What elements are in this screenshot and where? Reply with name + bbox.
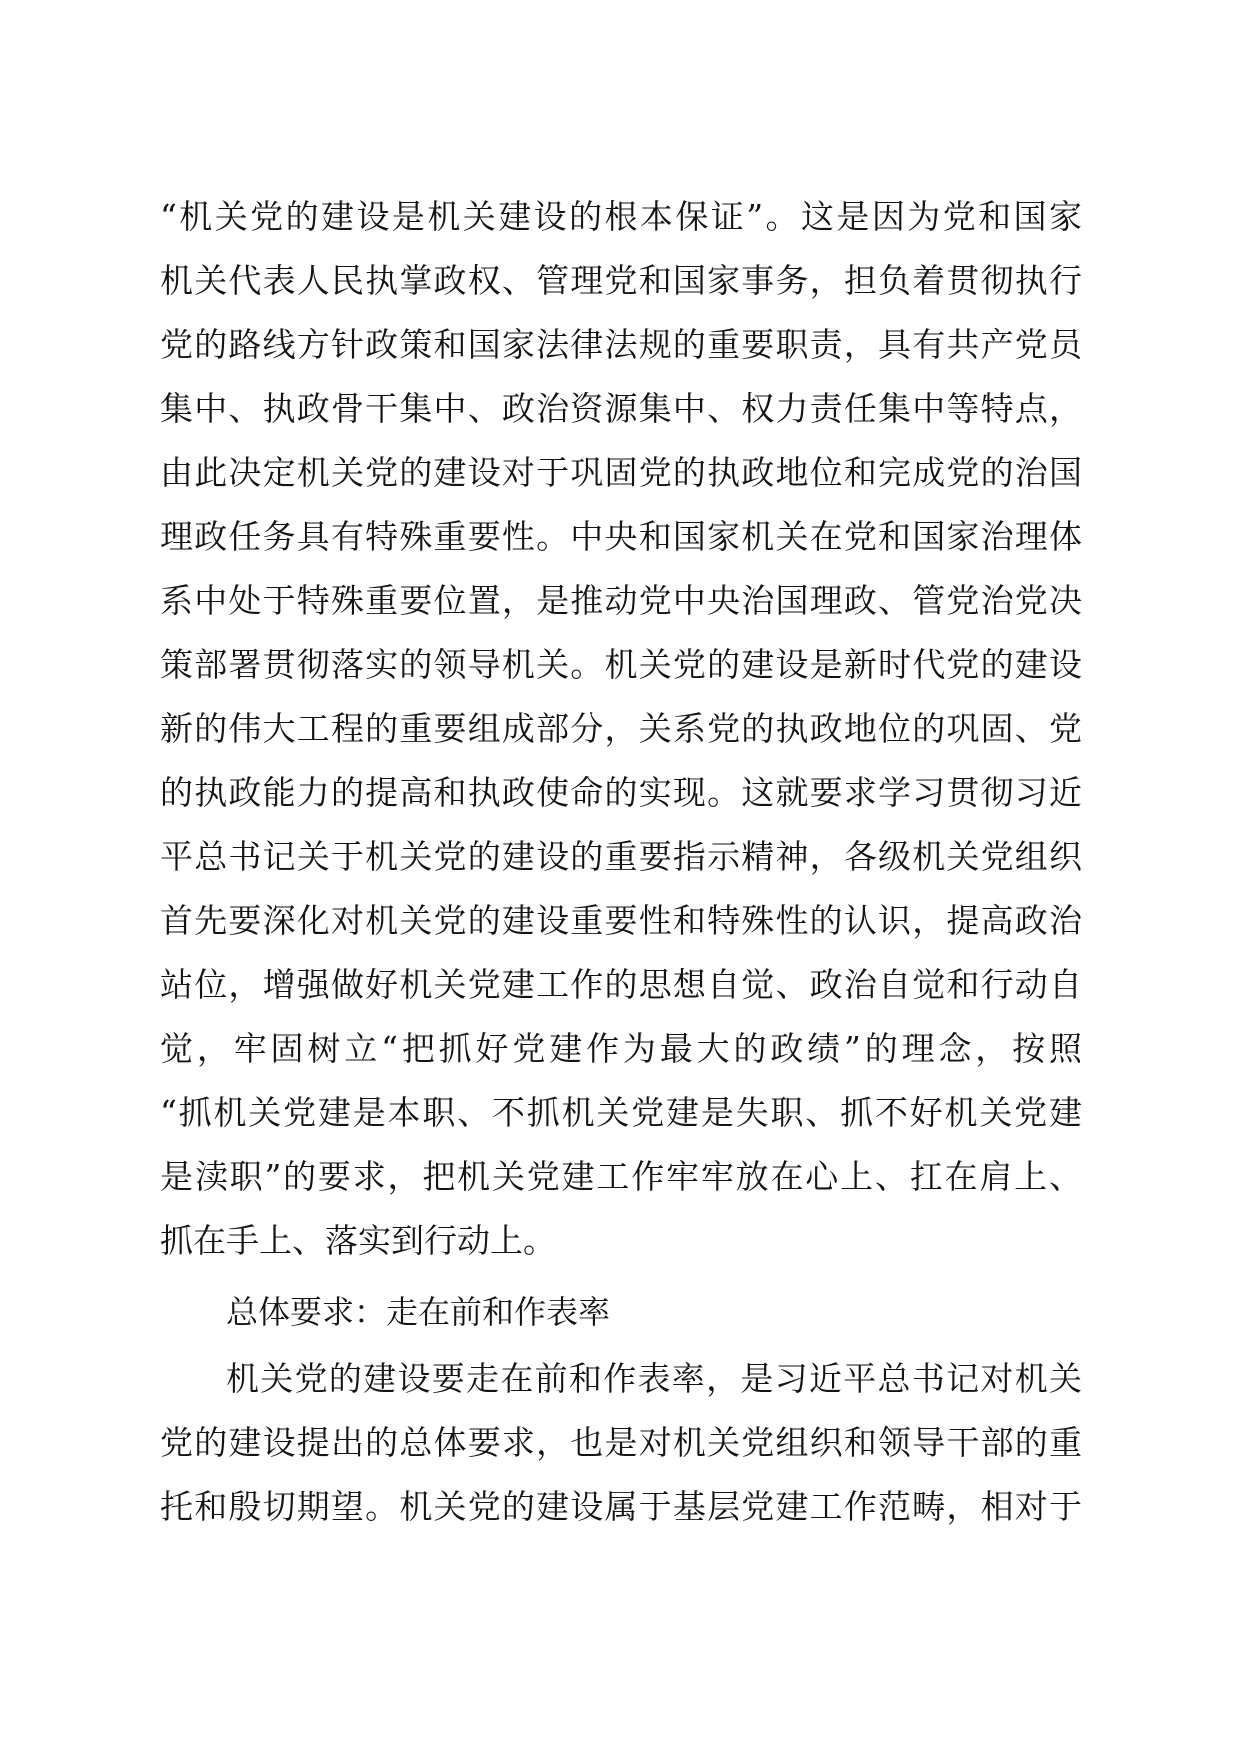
section-heading: 总体要求：走在前和作表率 xyxy=(226,1293,611,1331)
paragraph-line: 由此决定机关党的建设对于巩固党的执政地位和完成党的治国 xyxy=(160,453,1082,492)
paragraph-line: 理政任务具有特殊重要性。中央和国家机关在党和国家治理体 xyxy=(160,517,1082,556)
paragraph-line: 新的伟大工程的重要组成部分，关系党的执政地位的巩固、党 xyxy=(160,709,1082,748)
paragraph-line: 觉，牢固树立“把抓好党建作为最大的政绩”的理念，按照 xyxy=(160,1029,1082,1068)
paragraph-1 xyxy=(160,185,1082,1273)
paragraph-2 xyxy=(160,1347,1082,1539)
paragraph-line: 站位，增强做好机关党建工作的思想自觉、政治自觉和行动自 xyxy=(160,965,1082,1004)
paragraph-line: 机关代表人民执掌政权、管理党和国家事务，担负着贯彻执行 xyxy=(160,261,1082,300)
paragraph-line: 托和殷切期望。机关党的建设属于基层党建工作范畴，相对于 xyxy=(160,1487,1082,1526)
paragraph-line: “机关党的建设是机关建设的根本保证”。这是因为党和国家 xyxy=(160,197,1082,236)
paragraph-line: 机关党的建设要走在前和作表率，是习近平总书记对机关 xyxy=(226,1359,1082,1398)
document-body xyxy=(160,185,1082,1539)
paragraph-line: 抓在手上、落实到行动上。 xyxy=(160,1221,556,1260)
paragraph-line: 首先要深化对机关党的建设重要性和特殊性的认识，提高政治 xyxy=(160,901,1082,940)
paragraph-line: 是渎职”的要求，把机关党建工作牢牢放在心上、扛在肩上、 xyxy=(160,1157,1082,1196)
paragraph-line: “抓机关党建是本职、不抓机关党建是失职、抓不好机关党建 xyxy=(160,1093,1082,1132)
paragraph-line: 党的路线方针政策和国家法律法规的重要职责，具有共产党员 xyxy=(160,325,1082,364)
paragraph-line: 集中、执政骨干集中、政治资源集中、权力责任集中等特点， xyxy=(160,389,1082,428)
paragraph-line: 党的建设提出的总体要求，也是对机关党组织和领导干部的重 xyxy=(160,1423,1082,1462)
paragraph-line: 平总书记关于机关党的建设的重要指示精神，各级机关党组织 xyxy=(160,837,1082,876)
paragraph-line: 策部署贯彻落实的领导机关。机关党的建设是新时代党的建设 xyxy=(160,645,1082,684)
paragraph-line: 的执政能力的提高和执政使命的实现。这就要求学习贯彻习近 xyxy=(160,773,1082,812)
paragraph-line: 系中处于特殊重要位置，是推动党中央治国理政、管党治党决 xyxy=(160,581,1082,620)
